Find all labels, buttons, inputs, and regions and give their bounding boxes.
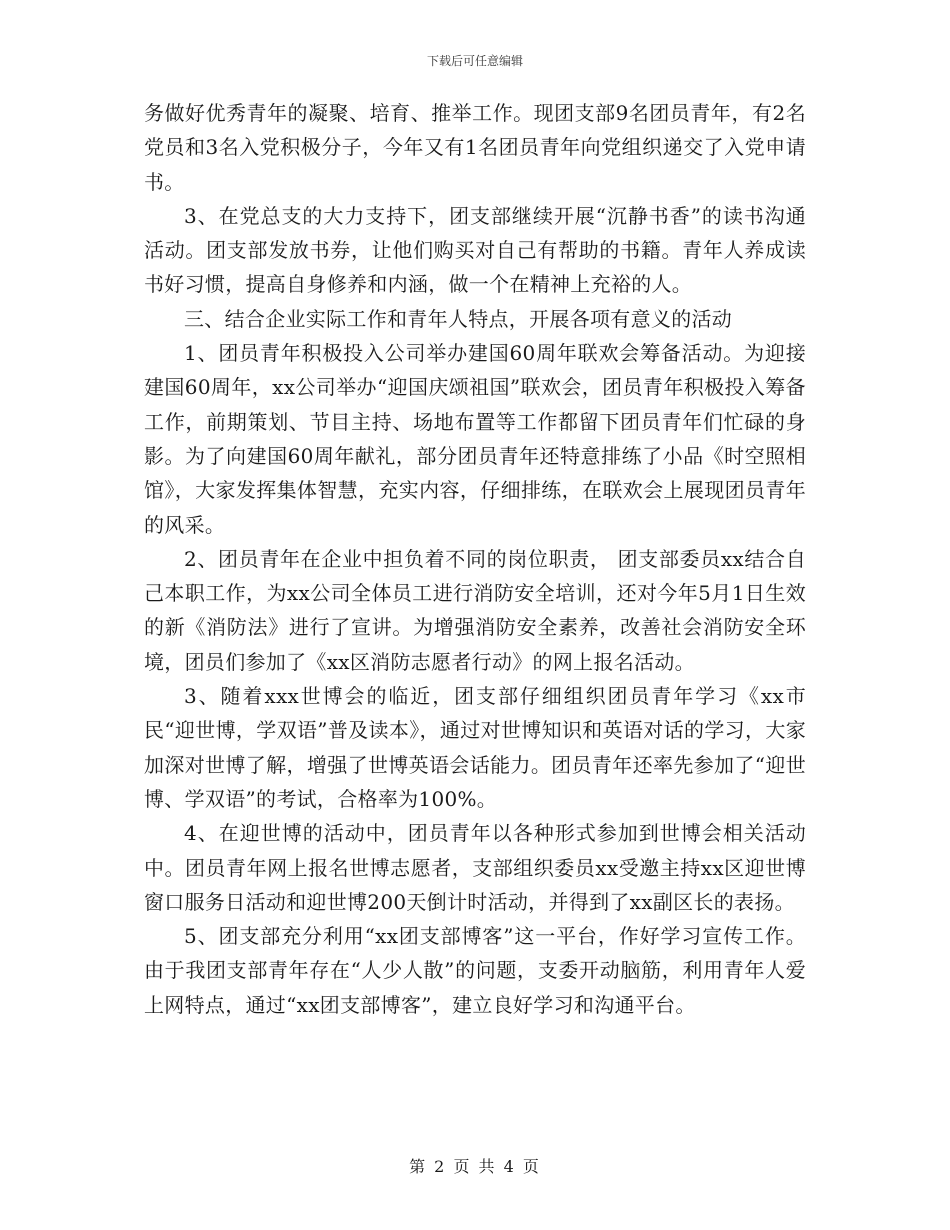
document-body xyxy=(144,96,806,1022)
section-heading: 三、结合企业实际工作和青年人特点，开展各项有意义的活动 xyxy=(184,306,733,331)
page-header: 下载后可任意编辑 xyxy=(426,54,523,68)
paragraph-2: 3、在党总支的大力支持下，团支部继续开展“沉静书香”的读书沟通活动。团支部发放书券，让他们购买对自己有帮助的书籍。青年人养成读书好习惯，提高自身修养和内涵，做一个在精神上充裕的人。 xyxy=(144,203,806,297)
paragraph-7: 5、团支部充分利用“xx团支部博客”这一平台，作好学习宣传工作。由于我团支部青年存在“人少人散”的问题，支委开动脑筋，利用青年人爱上网特点，通过“xx团支部博客”，建立良好学习和沟通平台。 xyxy=(144,924,806,1017)
page-footer: 第 2 页 共 4 页 xyxy=(409,1157,541,1176)
paragraph-3: 1、团员青年积极投入公司举办建国60周年联欢会筹备活动。为迎接建国60周年，xx公司举办“迎国庆颂祖国”联欢会，团员青年积极投入筹备工作，前期策划、节目主持、场地布置等工作都留下团员青年们忙碌的身影。为了向建国60周年献礼，部分团员青年还特意排练了小品《时空照相馆》，大家发挥集体智慧，充实内容，仔细排练，在联欢会上展现团员青年的风采。 xyxy=(144,341,806,537)
paragraph-6: 4、在迎世博的活动中，团员青年以各种形式参加到世博会相关活动中。团员青年网上报名世博志愿者，支部组织委员xx受邀主持xx区迎世博窗口服务日活动和迎世博200天倒计时活动，并得到了xx副区长的表扬。 xyxy=(144,821,806,914)
paragraph-1: 务做好优秀青年的凝聚、培育、推举工作。现团支部9名团员青年，有2名党员和3名入党积极分子，今年又有1名团员青年向党组织递交了入党申请书。 xyxy=(144,101,806,194)
paragraph-4: 2、团员青年在企业中担负着不同的岗位职责， 团支部委员xx结合自己本职工作，为xx公司全体员工进行消防安全培训，还对今年5月1日生效的新《消防法》进行了宣讲。为增强消防安全素养，改善社会消防安全环境，团员们参加了《xx区消防志愿者行动》的网上报名活动。 xyxy=(144,546,806,674)
paragraph-5: 3、随着xxx世博会的临近，团支部仔细组织团员青年学习《xx市民“迎世博，学双语”普及读本》，通过对世博知识和英语对话的学习，大家加深对世博了解，增强了世博英语会话能力。团员青年还率先参加了“迎世博、学双语”的考试，合格率为100%。 xyxy=(144,684,806,811)
